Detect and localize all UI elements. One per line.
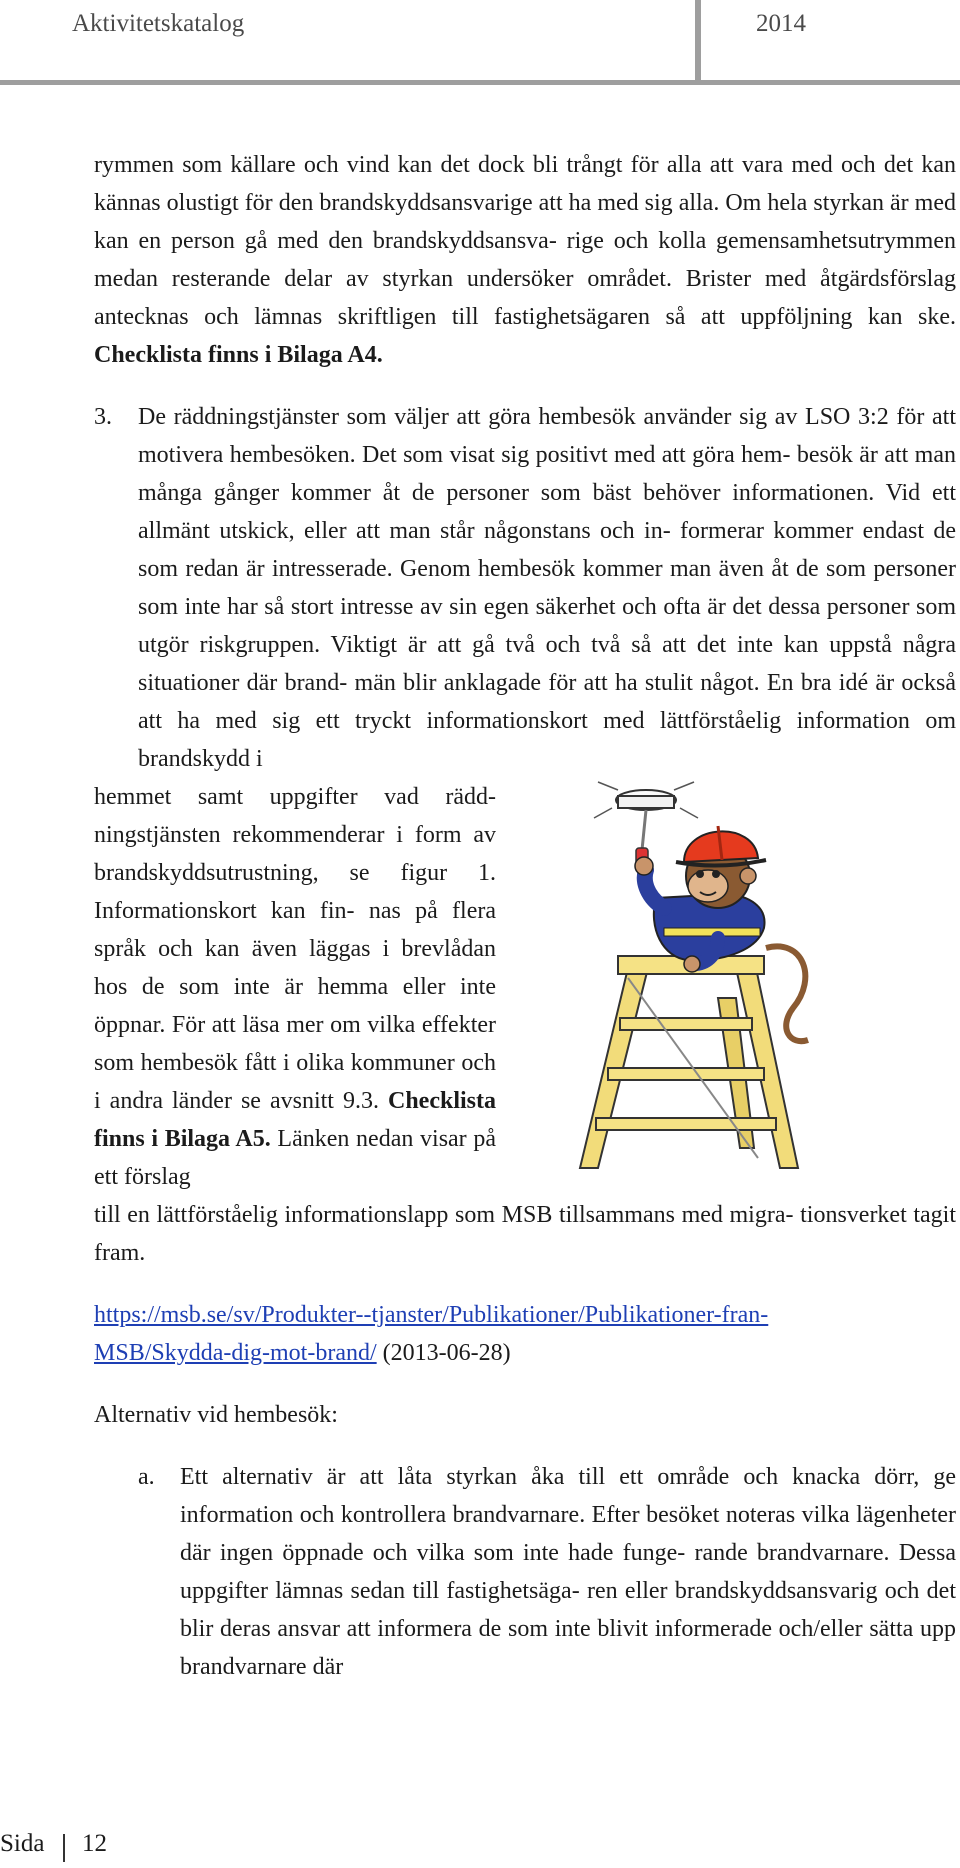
- paragraph-continuation: [94, 146, 956, 374]
- text-line: kommer man även åt de som personer som inte har så stort intresse av sin: [138, 556, 956, 620]
- firefighter-monkey-illustration: [568, 778, 868, 1178]
- list-item-a: [94, 1458, 956, 1686]
- text-line: rymmen som källare och vind kan det dock bli trångt för alla att vara med: [94, 152, 833, 178]
- text-line: ge information och kontrollera brandvarnare. Efter besöket noteras: [180, 1464, 957, 1528]
- checklist-reference: Checklista finns i: [94, 342, 272, 368]
- text-line: läggas i brevlådan hos de som inte: [94, 936, 497, 1000]
- text-line: skriftligen till fastighetsägaren så att uppföljning kan ske.: [337, 304, 957, 330]
- checklist-reference-appendix: Bilaga A4.: [277, 342, 383, 368]
- text-line: män blir anklagade för att ha stulit något. En bra idé är också att ha med sig: [138, 670, 957, 734]
- link-date: (2013-06-28): [382, 1340, 511, 1366]
- text-line: ningstjänsten rekommenderar i: [94, 822, 403, 848]
- header-title: Aktivitetskatalog: [72, 10, 245, 37]
- list-item-letter: a.: [138, 1464, 155, 1490]
- text-line: och det kan kännas olustigt för den brandskyddsansvarige att ha med sig: [94, 152, 957, 216]
- list-item-3: [94, 398, 956, 778]
- text-line: besök är att man många gånger kommer åt de personer som bäst behöver: [138, 442, 956, 506]
- text-line: form av brandskyddsutrustning, se: [94, 822, 496, 886]
- text-line: till en lättförståelig informationslapp som MSB tillsammans med migra-: [94, 1202, 794, 1228]
- footer-label: Sida: [0, 1830, 45, 1857]
- alternatives-heading: Alternativ vid hembesök:: [94, 1402, 338, 1428]
- text-line: alla. Om hela styrkan är med kan en person gå med den brandskyddsansva-: [94, 190, 956, 254]
- text-line: ett tryckt informationskort med lättförståelig information om brandskydd i: [138, 708, 956, 772]
- text-line: Ett alternativ är att låta styrkan åka till ett område och knacka dörr,: [180, 1464, 920, 1490]
- text-line: formerar kommer endast de som redan är intresserade. Genom hembesök: [138, 518, 956, 582]
- footer-divider: [63, 1834, 65, 1862]
- text-line: är att gå två och två så att det inte kan uppstå några situationer där brand-: [138, 632, 956, 696]
- text-line: läsa mer om vilka effekter som: [94, 1012, 497, 1076]
- text-line: nas på flera språk och kan även: [94, 898, 497, 962]
- text-line: tionsverket tagit fram.: [94, 1202, 957, 1266]
- text-line: de som inte blivit informerade och/eller sätta upp brandvarnare där: [180, 1616, 956, 1680]
- text-line: informationen. Vid ett allmänt utskick, eller att man står någonstans och in-: [138, 480, 956, 544]
- text-line: för att motivera hembesöken. Det som visat sig positivt med att göra hem-: [138, 404, 956, 468]
- text-line: ren eller brandskyddsansvarig och det blir deras ansvar att informera: [180, 1578, 957, 1642]
- text-line: figur 1. Informationskort kan fin-: [94, 860, 497, 924]
- checklist-reference: Checklista finns i Bilaga A5.: [94, 1088, 496, 1152]
- header-year: 2014: [756, 10, 806, 37]
- text-line: rande brandvarnare. Dessa uppgifter lämnas sedan till fastighetsäga-: [180, 1540, 957, 1604]
- page-header: [0, 0, 960, 86]
- msb-publication-link[interactable]: https://msb.se/sv/Produkter--tjanster/Publikationer/Publikationer-fran-: [94, 1302, 769, 1328]
- text-line: undersöker området. Brister med åtgärdsförslag antecknas och lämnas: [94, 266, 957, 330]
- float-paragraph: [94, 778, 496, 1196]
- text-line: och i andra länder se avsnitt 9.3.: [94, 1050, 497, 1114]
- list-item-number: 3.: [94, 404, 112, 430]
- text-line: rige och kolla gemensamhetsutrymmen medan resterande delar av styrkan: [94, 228, 957, 292]
- header-divider-horizontal: [0, 80, 960, 85]
- text-line: egen säkerhet och ofta är det dessa personer som utgör riskgruppen. Viktigt: [138, 594, 956, 658]
- text-with-figure: [94, 778, 956, 1196]
- text-line: hembesök fått i olika kommuner: [140, 1050, 455, 1076]
- text-line: hemmet samt uppgifter vad rädd-: [94, 784, 496, 810]
- item-3-paragraph: [138, 398, 956, 778]
- msb-publication-link-continued[interactable]: MSB/Skydda-dig-mot-brand/: [94, 1340, 377, 1366]
- text-line: vilka lägenheter där ingen öppnade och vilka som inte hade funge-: [180, 1502, 957, 1566]
- header-divider-vertical: [695, 0, 701, 84]
- page-content: [94, 146, 956, 1686]
- text-line: är hemma eller inte öppnar. För att: [94, 974, 497, 1038]
- page-number: 12: [82, 1830, 107, 1857]
- paragraph-continuation-after-figure: [94, 1196, 956, 1272]
- item-a-paragraph: [180, 1458, 956, 1686]
- reference-link-paragraph: [94, 1296, 956, 1372]
- text-line: De räddningstjänster som väljer att göra hembesök använder sig av LSO 3:2: [138, 404, 889, 430]
- text-line: Länken nedan visar på ett förslag: [94, 1126, 496, 1190]
